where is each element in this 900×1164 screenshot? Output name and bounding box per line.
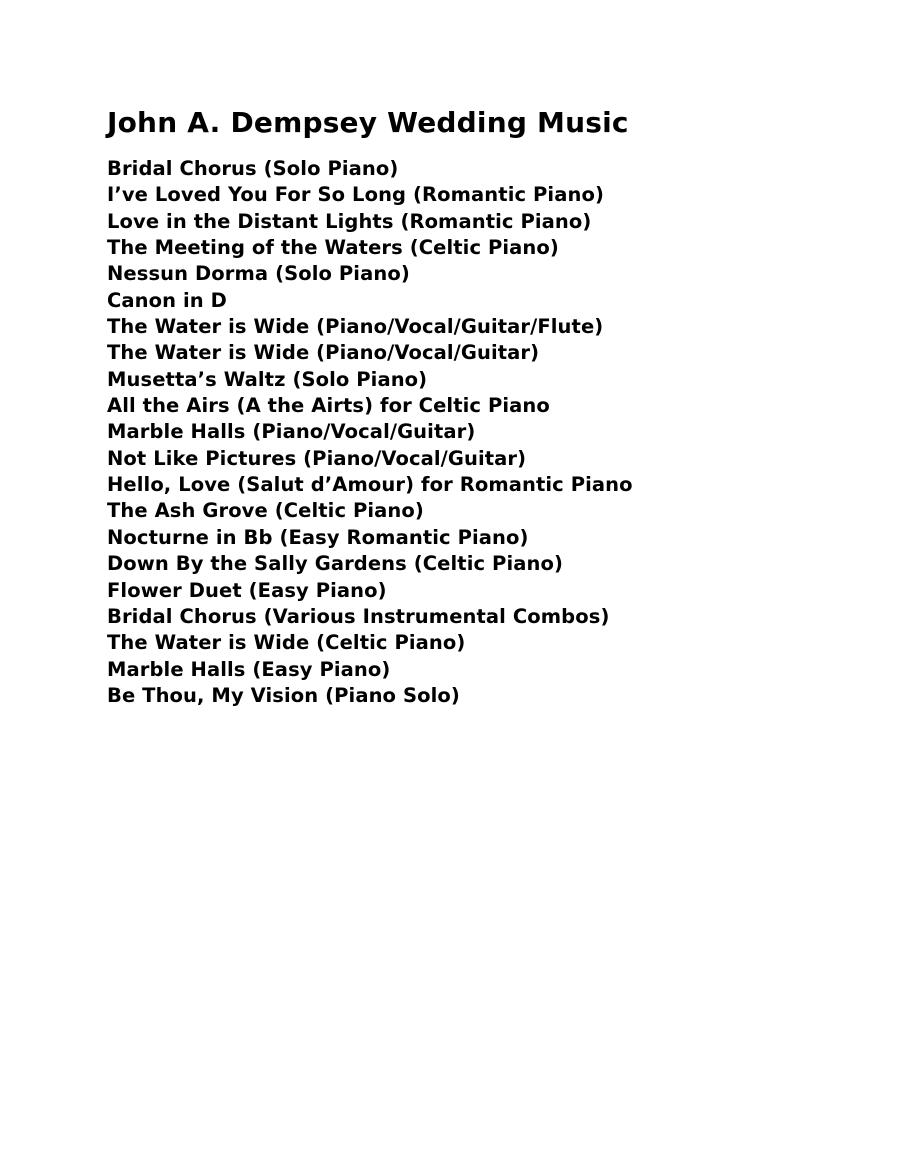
list-item: The Ash Grove (Celtic Piano) bbox=[107, 499, 424, 523]
list-item: I’ve Loved You For So Long (Romantic Piano) bbox=[107, 183, 604, 207]
list-item: Marble Halls (Easy Piano) bbox=[107, 657, 391, 681]
document-title: John A. Dempsey Wedding Music bbox=[107, 106, 629, 139]
list-item: The Water is Wide (Piano/Vocal/Guitar/Flute) bbox=[107, 315, 604, 339]
list-item: Flower Duet (Easy Piano) bbox=[107, 578, 387, 602]
list-item: Musetta’s Waltz (Solo Piano) bbox=[107, 367, 428, 391]
list-item: Hello, Love (Salut d’Amour) for Romantic Piano bbox=[107, 473, 633, 497]
list-item: Bridal Chorus (Solo Piano) bbox=[107, 157, 399, 180]
list-item: The Water is Wide (Piano/Vocal/Guitar) bbox=[107, 341, 540, 365]
list-item: Down By the Sally Gardens (Celtic Piano) bbox=[107, 552, 563, 576]
list-item: Canon in D bbox=[107, 288, 227, 312]
list-item: Bridal Chorus (Various Instrumental Combos) bbox=[107, 604, 610, 628]
list-item: All the Airs (A the Airts) for Celtic Piano bbox=[107, 394, 550, 418]
document-page bbox=[107, 104, 867, 709]
list-item: Nessun Dorma (Solo Piano) bbox=[107, 262, 410, 286]
list-item: Not Like Pictures (Piano/Vocal/Guitar) bbox=[107, 446, 527, 470]
list-item: Marble Halls (Piano/Vocal/Guitar) bbox=[107, 420, 476, 444]
list-item: The Water is Wide (Celtic Piano) bbox=[107, 631, 466, 655]
list-item: The Meeting of the Waters (Celtic Piano) bbox=[107, 236, 559, 260]
list-item: Nocturne in Bb (Easy Romantic Piano) bbox=[107, 525, 529, 549]
piece-list bbox=[107, 156, 867, 709]
list-item: Love in the Distant Lights (Romantic Piano) bbox=[107, 209, 592, 233]
list-item: Be Thou, My Vision (Piano Solo) bbox=[107, 683, 460, 707]
